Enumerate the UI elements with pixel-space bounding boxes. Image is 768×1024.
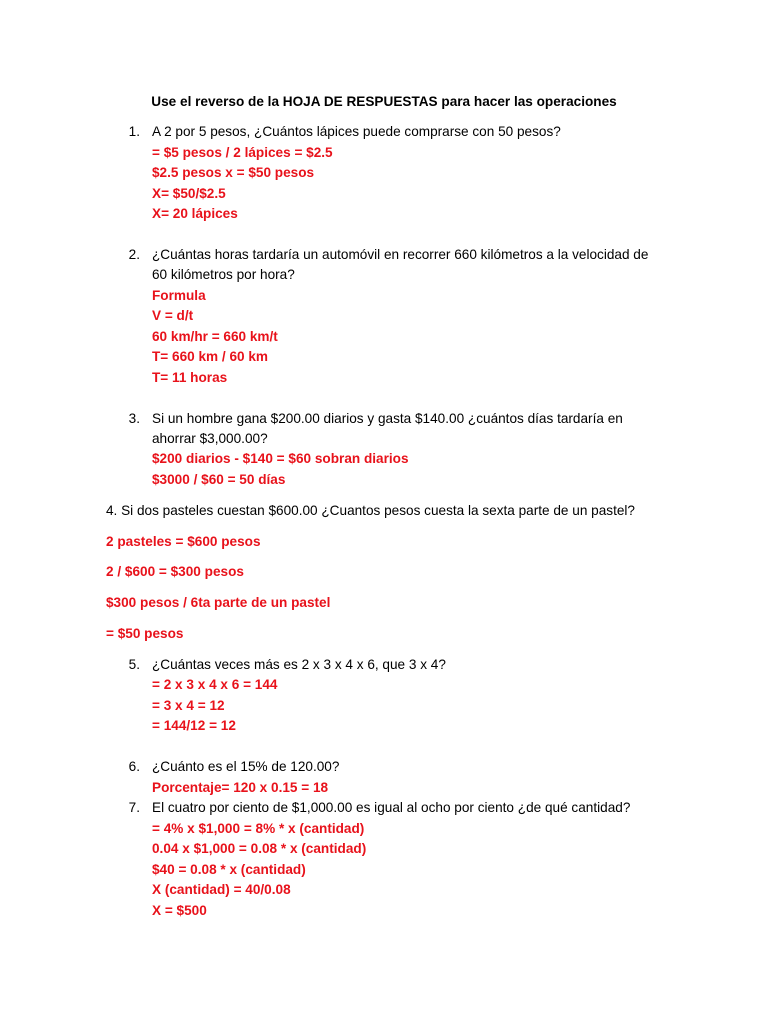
question-text: A 2 por 5 pesos, ¿Cuántos lápices puede comprarse con 50 pesos?: [152, 124, 561, 139]
answer-line: 2 pasteles = $600 pesos: [106, 534, 261, 549]
answer-line: T= 11 horas: [152, 370, 228, 385]
question-text: ¿Cuántas horas tardaría un automóvil en recorrer 660 kilómetros a la velocidad de: [152, 247, 649, 262]
answer-line: $2.5 pesos x = $50 pesos: [152, 165, 315, 180]
answer-line: Formula: [152, 288, 206, 303]
question-text: ahorrar $3,000.00?: [152, 431, 268, 446]
answer-line: $40 = 0.08 * x (cantidad): [152, 862, 306, 877]
question-number: 1.: [128, 124, 140, 139]
answer-line: X = $500: [152, 903, 207, 918]
answer-line: X= $50/$2.5: [152, 186, 226, 201]
answer-line: = 2 x 3 x 4 x 6 = 144: [152, 677, 278, 692]
answer-line: 2 / $600 = $300 pesos: [106, 564, 244, 579]
answer-line: V = d/t: [152, 308, 194, 323]
answer-line: T= 660 km / 60 km: [152, 349, 268, 364]
question-text: ¿Cuántas veces más es 2 x 3 x 4 x 6, que 3 x 4?: [152, 657, 446, 672]
question-text: Si un hombre gana $200.00 diarios y gasta $140.00 ¿cuántos días tardaría en: [152, 411, 623, 426]
answer-line: = 4% x $1,000 = 8% * x (cantidad): [152, 821, 365, 836]
answer-line: X (cantidad) = 40/0.08: [152, 882, 291, 897]
question-number: 7.: [128, 800, 140, 815]
answer-line: $200 diarios - $140 = $60 sobran diarios: [152, 451, 409, 466]
question-text: ¿Cuánto es el 15% de 120.00?: [152, 759, 340, 774]
question-text: El cuatro por ciento de $1,000.00 es igual al ocho por ciento ¿de qué cantidad?: [152, 800, 631, 815]
answer-line: 0.04 x $1,000 = 0.08 * x (cantidad): [152, 841, 367, 856]
page-title: Use el reverso de la HOJA DE RESPUESTAS para hacer las operaciones: [151, 94, 617, 109]
answer-line: = $50 pesos: [106, 626, 184, 641]
answer-line: 60 km/hr = 660 km/t: [152, 329, 278, 344]
question-number: 3.: [128, 411, 140, 426]
answer-line: Porcentaje= 120 x 0.15 = 18: [152, 780, 329, 795]
answer-line: X= 20 lápices: [152, 206, 238, 221]
answer-line: = $5 pesos / 2 lápices = $2.5: [152, 145, 333, 160]
question-text: 4. Si dos pasteles cuestan $600.00 ¿Cuantos pesos cuesta la sexta parte de un pastel?: [106, 503, 635, 518]
answer-line: $300 pesos / 6ta parte de un pastel: [106, 595, 331, 610]
answer-line: = 144/12 = 12: [152, 718, 236, 733]
question-number: 5.: [128, 657, 140, 672]
question-number: 6.: [128, 759, 140, 774]
question-text: 60 kilómetros por hora?: [152, 267, 295, 282]
question-number: 2.: [128, 247, 140, 262]
answer-line: $3000 / $60 = 50 días: [152, 472, 286, 487]
answer-line: = 3 x 4 = 12: [152, 698, 225, 713]
